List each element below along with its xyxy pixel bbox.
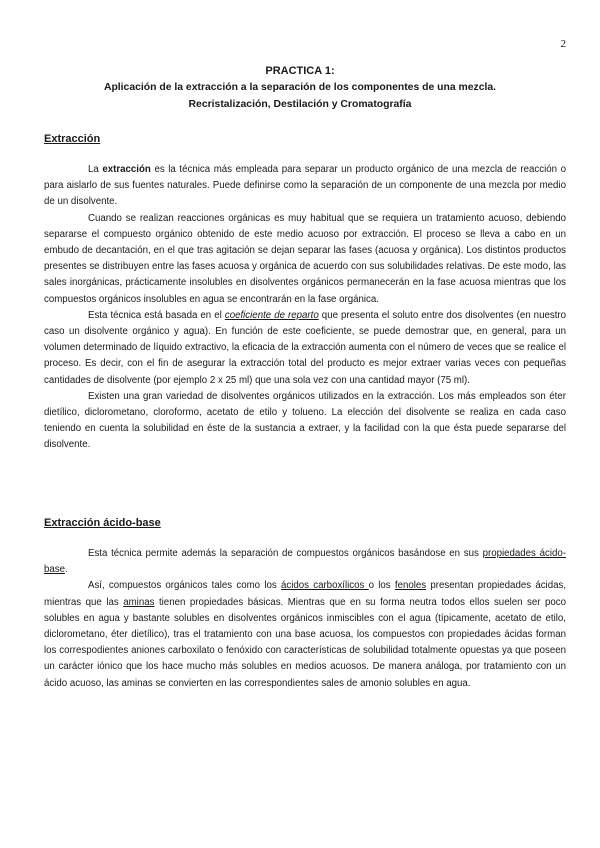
paragraph-acid-base-intro [44, 546, 566, 578]
text-run: que presenta el soluto entre dos disolventes (en nuestro caso un disolvente orgánico y agua). En función de este coeficiente, se puede demostrar que, en general, para un volumen determinado de líquido extractivo, la eficacia de la extracción aumenta con el número de veces que se realice el proceso. Es decir, con el fin de asegurar la extracción total del producto es mejor extraer varias veces con pequeñas cantidades de disolvente (por ejemplo 2 x 25 ml) que una sola vez con una cantidad mayor (75 ml). [44, 309, 566, 386]
term-fenoles: fenoles [394, 580, 427, 592]
text-run: La [88, 164, 103, 175]
text-run: Así, compuestos orgánicos tales como los [88, 580, 281, 592]
term-aminas: aminas [123, 596, 155, 608]
section-acido-base [44, 516, 566, 692]
practice-header [40, 64, 560, 113]
paragraph-solvents: Existen una gran variedad de disolventes orgánicos utilizados en la extracción. Los más empleados son éter dietílico, diclorometano, cloroformo, acetato de etilo y tolueno. La elección del disolvente se realiza en cada caso teniendo en cuenta la solubilidad en éste de la sustancia a extraer, y la facilidad con la que ésta puede separarse del disolvente. [44, 390, 566, 451]
text-run: tienen propiedades básicas. Mientras que en su forma neutra todos ellos suelen ser poco solubles en agua y bastante solubles en disolventes orgánicos inmiscibles con el agua (típicamente, acetato de etilo, diclorometano, éter dietílico), tras el tratamiento con una base acuosa, los compuestos con propiedades ácidas forman los correspodientes aniones carboxilato o fenóxido con características de solubilidad totalmente opuestas ya que poseen un carácter iónico que los hace mucho más solubles en medios acuosos. De manera análoga, por tratamiento con un ácido acuoso, las aminas se convierten en las correspondientes sales de amonio solubles en agua. [44, 596, 566, 689]
paragraph-acid-base-detail [44, 578, 566, 691]
page-number: 2 [560, 38, 566, 50]
practice-label: PRACTICA 1: [265, 65, 335, 77]
text-run: Esta técnica permite además la separación de compuestos orgánicos basándose en sus [88, 548, 483, 559]
term-coeficiente-de-reparto: coeficiente de reparto [224, 309, 319, 321]
section-heading-acido-base: Extracción ácido-base [44, 517, 161, 529]
text-run: Esta técnica está basada en el [88, 309, 225, 321]
practice-title-line-2: Recristalización, Destilación y Cromatografía [188, 99, 412, 110]
text-run: presentan propiedades ácidas, mientras que las [44, 580, 567, 608]
paragraph-partition-coefficient [44, 308, 566, 389]
term-acidos-carboxilicos: ácidos carboxílicos [280, 580, 369, 592]
term-extraccion: extracción [102, 164, 151, 175]
paragraph-extraccion-definition [44, 162, 566, 211]
text-run: es la técnica más empleada para separar un producto orgánico de una mezcla de reacción o para aislarlo de sus fuentes naturales. Puede definirse como la separación de un componente de una mezcla por medio de un disolvente. [44, 164, 566, 208]
section-extraccion [44, 132, 566, 454]
paragraph-aqueous-workup: Cuando se realizan reacciones orgánicas es muy habitual que se requiera un tratamiento acuoso, debiendo separarse el compuesto orgánico obtenido de este medio acuoso por extracción. El proceso se lleva a cabo en un embudo de decantación, en el que tras agitación se dejan separar las fases (acuosa y orgánica). Los distintos productos presentes se distribuyen entre las fases acuosa y orgánica de acuerdo con sus solubilidades relativas. De este modo, las sales inorgánicas, prácticamente insolubles en disolventes orgánicos permanecerán en la fase acuosa mientras que los compuestos orgánicos insolubles en agua se encontrarán en la fase orgánica. [44, 212, 566, 305]
text-run: o los [368, 580, 395, 592]
practice-title-line-1: Aplicación de la extracción a la separación de los componentes de una mezcla. [103, 82, 497, 93]
text-run: . [65, 564, 68, 576]
section-heading-extraccion: Extracción [44, 133, 101, 145]
term-propiedades-acido-base: propiedades ácido-base [44, 548, 566, 576]
